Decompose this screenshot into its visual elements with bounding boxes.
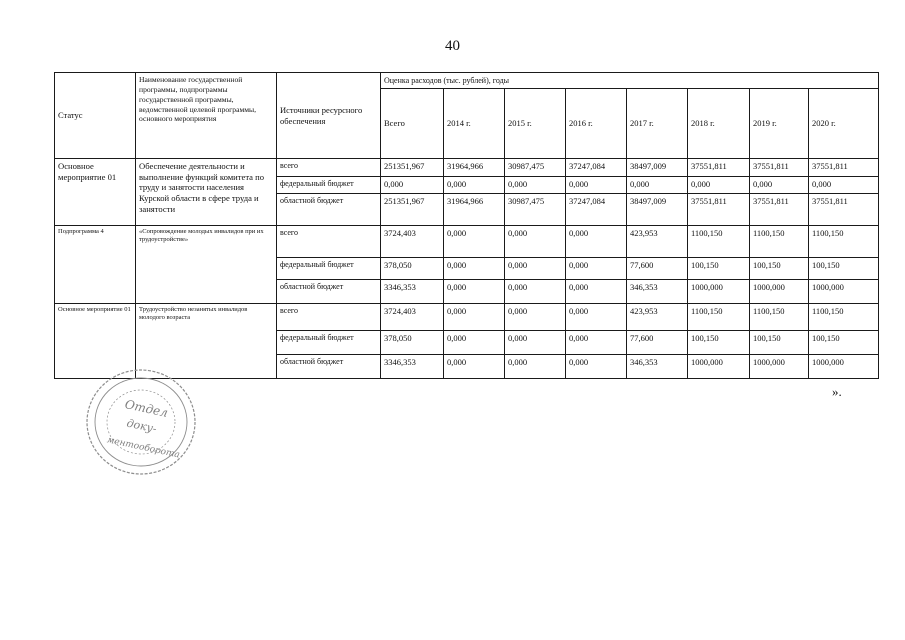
table-row xyxy=(55,304,879,331)
name-cell: «Сопровождение молодых инвалидов при их трудоустройстве» xyxy=(136,226,277,304)
value-cell: 37551,811 xyxy=(688,194,750,226)
value-cell: 30987,475 xyxy=(505,194,566,226)
value-cell: 0,000 xyxy=(566,226,627,258)
table-row xyxy=(55,159,879,177)
value-cell: 31964,966 xyxy=(444,194,505,226)
value-cell: 378,050 xyxy=(381,331,444,355)
name-cell: Обеспечение деятельности и выполнение функций комитета по труду и занятости населения Курской области в сфере труда и занятости xyxy=(136,159,277,226)
value-cell: 100,150 xyxy=(688,331,750,355)
source-cell: областной бюджет xyxy=(277,280,381,304)
value-cell: 0,000 xyxy=(505,304,566,331)
value-cell: 31964,966 xyxy=(444,159,505,177)
header-expense-group: Оценка расходов (тыс. рублей), годы xyxy=(381,73,879,89)
value-cell: 77,600 xyxy=(627,258,688,280)
value-cell: 346,353 xyxy=(627,280,688,304)
value-cell: 0,000 xyxy=(444,258,505,280)
source-cell: федеральный бюджет xyxy=(277,258,381,280)
value-cell: 0,000 xyxy=(809,177,879,194)
header-year-2019: 2019 г. xyxy=(750,89,809,159)
value-cell: 3724,403 xyxy=(381,226,444,258)
header-year-2015: 2015 г. xyxy=(505,89,566,159)
value-cell: 0,000 xyxy=(444,226,505,258)
value-cell: 0,000 xyxy=(444,280,505,304)
value-cell: 0,000 xyxy=(444,304,505,331)
value-cell: 100,150 xyxy=(750,258,809,280)
value-cell: 0,000 xyxy=(566,258,627,280)
value-cell: 1000,000 xyxy=(809,280,879,304)
source-cell: федеральный бюджет xyxy=(277,177,381,194)
value-cell: 1000,000 xyxy=(750,280,809,304)
header-year-2018: 2018 г. xyxy=(688,89,750,159)
value-cell: 1000,000 xyxy=(688,280,750,304)
header-source: Источники ресурсного обеспечения xyxy=(277,73,381,159)
source-cell: областной бюджет xyxy=(277,355,381,379)
value-cell: 37247,084 xyxy=(566,159,627,177)
source-cell: всего xyxy=(277,226,381,258)
value-cell: 37247,084 xyxy=(566,194,627,226)
header-row-top xyxy=(55,73,879,89)
value-cell: 0,000 xyxy=(566,177,627,194)
value-cell: 0,000 xyxy=(566,331,627,355)
source-cell: всего xyxy=(277,159,381,177)
value-cell: 3346,353 xyxy=(381,280,444,304)
value-cell: 1100,150 xyxy=(750,226,809,258)
value-cell: 100,150 xyxy=(809,331,879,355)
value-cell: 0,000 xyxy=(627,177,688,194)
value-cell: 0,000 xyxy=(444,177,505,194)
value-cell: 37551,811 xyxy=(809,159,879,177)
table-row xyxy=(55,226,879,258)
value-cell: 3346,353 xyxy=(381,355,444,379)
value-cell: 0,000 xyxy=(566,280,627,304)
value-cell: 423,953 xyxy=(627,226,688,258)
value-cell: 0,000 xyxy=(566,355,627,379)
header-year-total: Всего xyxy=(381,89,444,159)
value-cell: 0,000 xyxy=(566,304,627,331)
status-cell: Основное мероприятие 01 xyxy=(55,159,136,226)
value-cell: 38497,009 xyxy=(627,159,688,177)
budget-table xyxy=(54,72,879,379)
value-cell: 1100,150 xyxy=(809,304,879,331)
value-cell: 0,000 xyxy=(505,280,566,304)
header-name: Наименование государственной программы, подпрограммы государственной программы, ведомственной целевой программы, основного мероприятия xyxy=(136,73,277,159)
value-cell: 1100,150 xyxy=(688,226,750,258)
stamp-seal xyxy=(84,366,198,478)
value-cell: 37551,811 xyxy=(750,194,809,226)
header-status: Статус xyxy=(55,73,136,159)
value-cell: 37551,811 xyxy=(809,194,879,226)
stamp-line-2: доку- xyxy=(125,416,158,436)
value-cell: 1100,150 xyxy=(688,304,750,331)
closing-quote-mark: ». xyxy=(832,384,842,399)
value-cell: 346,353 xyxy=(627,355,688,379)
source-cell: федеральный бюджет xyxy=(277,331,381,355)
value-cell: 30987,475 xyxy=(505,159,566,177)
value-cell: 0,000 xyxy=(505,177,566,194)
value-cell: 251351,967 xyxy=(381,159,444,177)
value-cell: 0,000 xyxy=(444,355,505,379)
value-cell: 378,050 xyxy=(381,258,444,280)
value-cell: 1100,150 xyxy=(809,226,879,258)
source-cell: всего xyxy=(277,304,381,331)
page-number: 40 xyxy=(445,38,460,54)
value-cell: 100,150 xyxy=(688,258,750,280)
value-cell: 423,953 xyxy=(627,304,688,331)
value-cell: 37551,811 xyxy=(688,159,750,177)
value-cell: 100,150 xyxy=(809,258,879,280)
value-cell: 38497,009 xyxy=(627,194,688,226)
header-year-2020: 2020 г. xyxy=(809,89,879,159)
value-cell: 0,000 xyxy=(444,331,505,355)
value-cell: 1000,000 xyxy=(688,355,750,379)
value-cell: 0,000 xyxy=(505,331,566,355)
value-cell: 251351,967 xyxy=(381,194,444,226)
value-cell: 37551,811 xyxy=(750,159,809,177)
stamp-line-3: ментооборота xyxy=(105,435,181,461)
value-cell: 0,000 xyxy=(750,177,809,194)
value-cell: 1000,000 xyxy=(750,355,809,379)
header-year-2014: 2014 г. xyxy=(444,89,505,159)
source-cell: областной бюджет xyxy=(277,194,381,226)
value-cell: 100,150 xyxy=(750,331,809,355)
value-cell: 0,000 xyxy=(688,177,750,194)
value-cell: 3724,403 xyxy=(381,304,444,331)
header-year-2017: 2017 г. xyxy=(627,89,688,159)
status-cell: Подпрограмма 4 xyxy=(55,226,136,304)
value-cell: 1000,000 xyxy=(809,355,879,379)
value-cell: 1100,150 xyxy=(750,304,809,331)
value-cell: 0,000 xyxy=(505,226,566,258)
name-cell: Трудоустройство незанятых инвалидов молодого возраста xyxy=(136,304,277,379)
value-cell: 0,000 xyxy=(505,258,566,280)
value-cell: 77,600 xyxy=(627,331,688,355)
status-cell: Основное мероприятие 01 xyxy=(55,304,136,379)
value-cell: 0,000 xyxy=(381,177,444,194)
header-year-2016: 2016 г. xyxy=(566,89,627,159)
value-cell: 0,000 xyxy=(505,355,566,379)
stamp-line-1: Отдел xyxy=(123,397,170,420)
